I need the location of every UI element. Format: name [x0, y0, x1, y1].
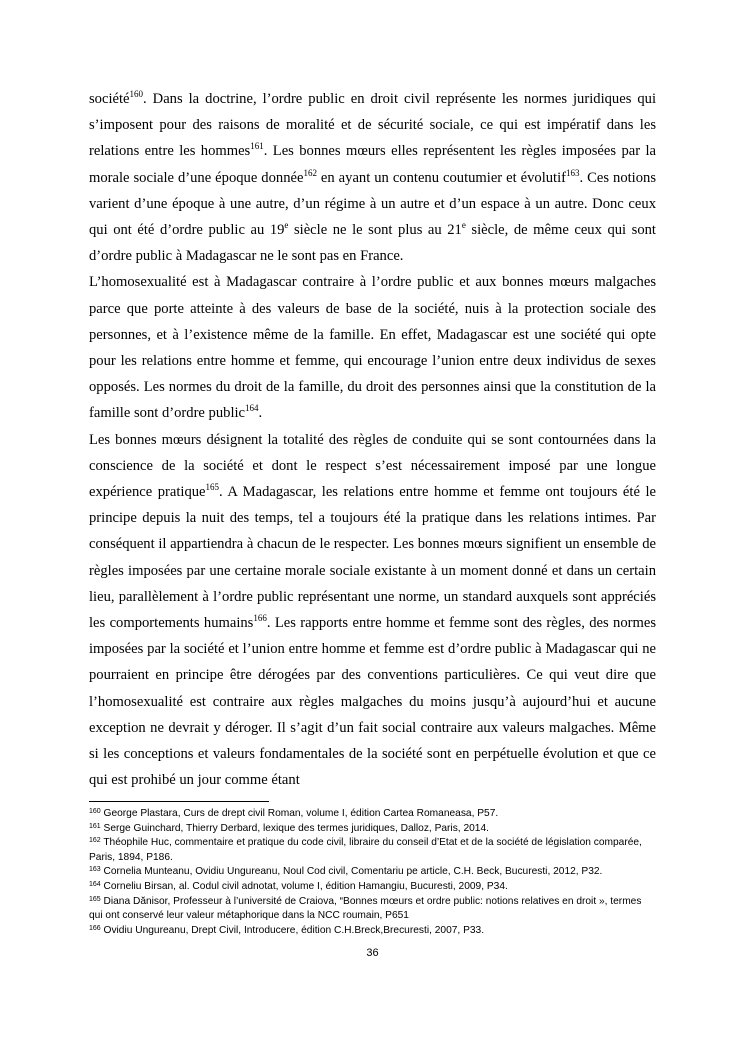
footnote-separator [89, 801, 269, 802]
footnote-text: Diana Dănisor, Professeur à l’université de Craiova, “Bonnes mœurs et ordre public: notions relatives en droit », termes qui ont conservé leur valeur métaphorique dans la NCC roumain, P651 [89, 895, 642, 922]
footnote-reference: 161 [250, 141, 264, 152]
paragraph [89, 86, 656, 269]
footnote-reference: e [461, 220, 466, 231]
footnote [89, 865, 656, 880]
footnote-text: Corneliu Birsan, al. Codul civil adnotat, volume I, édition Hamangiu, Bucuresti, 2009, P34. [100, 880, 508, 892]
footnote-number: 165 [89, 895, 101, 903]
text-run: . Les bonnes mœurs elles représentent les règles imposées par la morale sociale d’une époque donnée [89, 143, 656, 186]
footnote-number: 161 [89, 822, 101, 830]
text-run: . [258, 405, 263, 422]
footnote-text: Cornelia Munteanu, Ovidiu Ungureanu, Noul Cod civil, Comentariu pe article, C.H. Beck, Bucuresti, 2012, P32. [100, 866, 603, 878]
text-run: siècle, de même ceux qui sont d’ordre public à Madagascar ne le sont pas en France. [89, 222, 656, 265]
footnote-reference: e [284, 220, 289, 231]
text-run: . Les rapports entre homme et femme sont des règles, des normes imposées par la société et l’union entre homme et femme est d’ordre public à Madagascar qui ne pourraient en principe être dérogées par des conventions particulières. Ce qui veut dire que l’homosexualité est contraire aux règles malgaches du moins jusqu’à aujourd’hui et aucune exception ne devrait y déroger. Il s’agit d’un fait social contraire aux valeurs malgaches. Même si les conceptions et valeurs fondamentales de la société sont en perpétuelle évolution et que ce qui est prohibé un jour comme étant [89, 615, 657, 789]
footnote-number: 166 [89, 924, 101, 932]
footnote [89, 895, 656, 924]
footnote-number: 164 [89, 880, 101, 888]
footnote [89, 822, 656, 837]
footnotes-section [89, 801, 656, 938]
text-run: L’homosexualité est à Madagascar contraire à l’ordre public et aux bonnes mœurs malgaches parce que porte atteinte à des valeurs de base de la société, nuis à la protection sociale des personnes, et à l’existence même de la famille. En effet, Madagascar est une société qui opte pour les relations entre homme et femme, qui encourage l’union entre deux individus de sexes opposés. Les normes du droit de la famille, du droit des personnes ainsi que la constitution de la famille sont d’ordre public [89, 274, 656, 422]
page-number: 36 [366, 947, 379, 959]
footnote-reference: 163 [566, 167, 580, 178]
footnote-list [89, 807, 656, 938]
footnote-reference: 162 [303, 167, 317, 178]
footnote-text: Théophile Huc, commentaire et pratique du code civil, libraire du conseil d’Etat et de la société de législation comparée, Paris, 1894, P186. [89, 837, 642, 863]
body-text [89, 86, 656, 793]
text-run: Les bonnes mœurs désignent la totalité des règles de conduite qui se sont contournées dans la conscience de la société et dont le respect s’est nécessairement imposé par une longue expérience pratique [89, 431, 656, 501]
text-run: . Ces notions varient d’une époque à une autre, d’un régime à un autre et d’un espace à un autre. Donc ceux qui ont été d’ordre public au 19 [89, 169, 656, 239]
document-body [89, 86, 656, 793]
footnote-text: George Plastara, Curs de drept civil Roman, volume I, édition Cartea Romaneasa, P57. [100, 808, 499, 819]
footnote-reference: 160 [129, 89, 144, 99]
paragraph [89, 427, 656, 794]
footnote [89, 880, 656, 895]
footnote [89, 924, 656, 939]
footnote-number: 163 [89, 866, 101, 874]
footnote-number: 160 [89, 808, 101, 815]
text-run: . A Madagascar, les relations entre homme et femme ont toujours été le principe depuis la nuit des temps, tel a toujours été la pratique dans les relations intimes. Par conséquent il appartiendra à chacun de le respecter. Les bonnes mœurs signifient un ensemble de règles imposées par une certaine morale sociale existante à un moment donné et dans un certain lieu, parallèlement à l’ordre public représentant une norme, un standard auxquels sont appréciés les comportements humains [89, 484, 657, 632]
footnote-reference: 164 [245, 403, 259, 414]
footnote-text: Serge Guinchard, Thierry Derbard, lexique des termes juridiques, Dalloz, Paris, 2014. [100, 822, 489, 834]
paragraph [89, 269, 656, 426]
text-run: siècle ne le sont plus au 21 [288, 222, 462, 239]
text-run: . Dans la doctrine, l’ordre public en droit civil représente les normes juridiques qui s’imposent pour des raisons de moralité et de sécurité sociale, ce qui est impératif dans les relations entre les hommes [89, 91, 656, 160]
footnote [89, 807, 656, 822]
footnote-reference: 166 [253, 613, 267, 624]
footnote-text: Ovidiu Ungureanu, Drept Civil, Introducere, édition C.H.Breck,Brecuresti, 2007, P33. [100, 924, 485, 936]
footnote [89, 836, 656, 865]
text-run: en ayant un contenu coutumier et évolutif [316, 169, 567, 186]
footnote-number: 162 [89, 837, 101, 845]
footnote-reference: 165 [205, 482, 220, 493]
text-run: société [89, 91, 130, 107]
